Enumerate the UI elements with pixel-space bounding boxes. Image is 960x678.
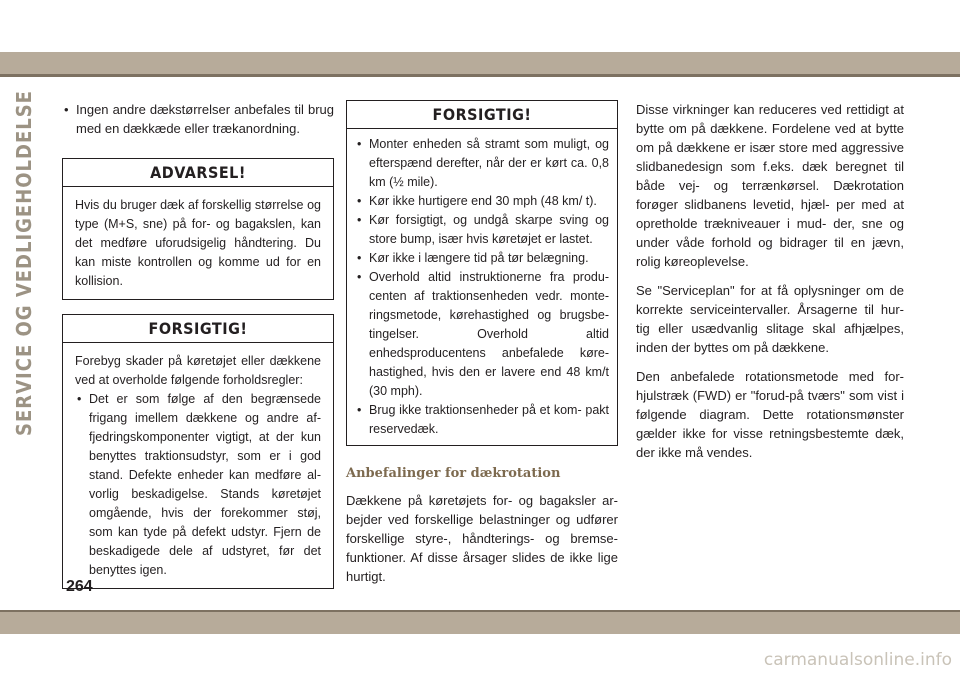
caution-body-middle — [347, 129, 617, 445]
footer-band — [0, 612, 960, 634]
paragraph-1: Disse virkninger kan reduceres ved rettidigt at bytte om på dækkene. Fordelene ved at bytte om på dækkene er især store med aggressive slidbanedesign som f.eks. dæk beregnet til både vej- og terrænkørsel. Dækrotation forøger slidbanens levetid, hjæl- per med at opretholde trækniveauer i mud- der, sne og under våde forhold og bidrager til en jævn, rolig køreoplevelse. — [636, 102, 904, 269]
side-section-tab — [4, 90, 44, 436]
side-section-label: SERVICE OG VEDLIGEHOLDELSE — [12, 90, 36, 436]
column-right — [636, 100, 904, 472]
caution-bullet-5: • Overhold altid instruktionerne fra produ- centen af traktionsenheden vedr. monte- ringsmetode, kørehastighed og brugsbe- tingelser. Overhold altid enhedsproducentens anbefalede køre- hastighed, hvis den er lavere end 48 km/t (30 mph). — [355, 268, 609, 401]
watermark: carmanualsonline.info — [763, 650, 952, 670]
column-middle — [346, 100, 618, 596]
warning-text: Hvis du bruger dæk af forskellig størrelse og type (M+S, sne) på for- og bagakslen, kan det medføre uforudsigelig håndtering. Du kan miste kontrollen og komme ud for en kollision. — [75, 198, 321, 288]
section-heading: Anbefalinger for dækrotation — [346, 466, 561, 481]
page-number: 264 — [66, 578, 93, 595]
intro-bullet: • Ingen andre dækstørrelser anbefales til brug med en dækkæde eller trækanordning. — [62, 100, 334, 138]
section-paragraph: Dækkene på køretøjets for- og bagaksler ar- bejder ved forskellige belastninger og udfører forskellige styre-, håndterings- og bremse- funktioner. Af disse årsager slides de ikke lige hurtigt. — [346, 493, 618, 584]
warning-box — [62, 158, 334, 300]
header-rule — [0, 74, 960, 77]
caution-list-middle — [355, 135, 609, 439]
paragraph-2: Se "Serviceplan" for at få oplysninger om de korrekte serviceintervaller. Årsagerne til hur- tig eller usædvanlig slitage skal afhjælpes, inden der byttes om på dækkene. — [636, 283, 904, 355]
intro-list — [62, 100, 334, 138]
caution-bullet-2: • Kør ikke hurtigere end 30 mph (48 km/ t). — [355, 192, 609, 211]
caution-bullet: • Det er som følge af den begrænsede frigang imellem dækkene og andre af- fjedringskomponenter vigtigt, at der kun benyttes traktionsudstyr, som er i god stand. Defekte enheder kan medføre al- vorlig beskadigelse. Stands køretøjet omgående, hvis der forekommer støj, som kan tyde på defekt udstyr. Fjern de beskadigede dele af udstyret, før det benyttes igen. — [75, 390, 321, 580]
warning-title: ADVARSEL! — [63, 159, 333, 187]
caution-body-left — [63, 343, 333, 588]
caution-intro: Forebyg skader på køretøjet eller dækkene ved at overholde følgende forholdsregler: — [75, 354, 321, 387]
caution-list-left — [75, 390, 321, 580]
caution-bullet-3: • Kør forsigtigt, og undgå skarpe sving og store bump, især hvis køretøjet er lastet. — [355, 211, 609, 249]
caution-title-middle: FORSIGTIG! — [347, 101, 617, 129]
caution-box-left — [62, 314, 334, 589]
caution-box-middle — [346, 100, 618, 446]
warning-body — [63, 187, 333, 299]
header-stripe — [0, 52, 960, 74]
column-left — [62, 100, 334, 589]
caution-bullet-4: • Kør ikke i længere tid på tør belægning. — [355, 249, 609, 268]
caution-bullet-1: • Monter enheden så stramt som muligt, og efterspænd derefter, når der er kørt ca. 0,8 km (½ mile). — [355, 135, 609, 192]
paragraph-3: Den anbefalede rotationsmetode med for- hjulstræk (FWD) er "forud-på tværs" som vist i følgende diagram. Dette rotationsmønster gælder ikke for visse retningsbestemte dæk, der ikke må vendes. — [636, 369, 904, 460]
caution-title-left: FORSIGTIG! — [63, 315, 333, 343]
caution-bullet-6: • Brug ikke traktionsenheder på et kom- pakt reservedæk. — [355, 401, 609, 439]
